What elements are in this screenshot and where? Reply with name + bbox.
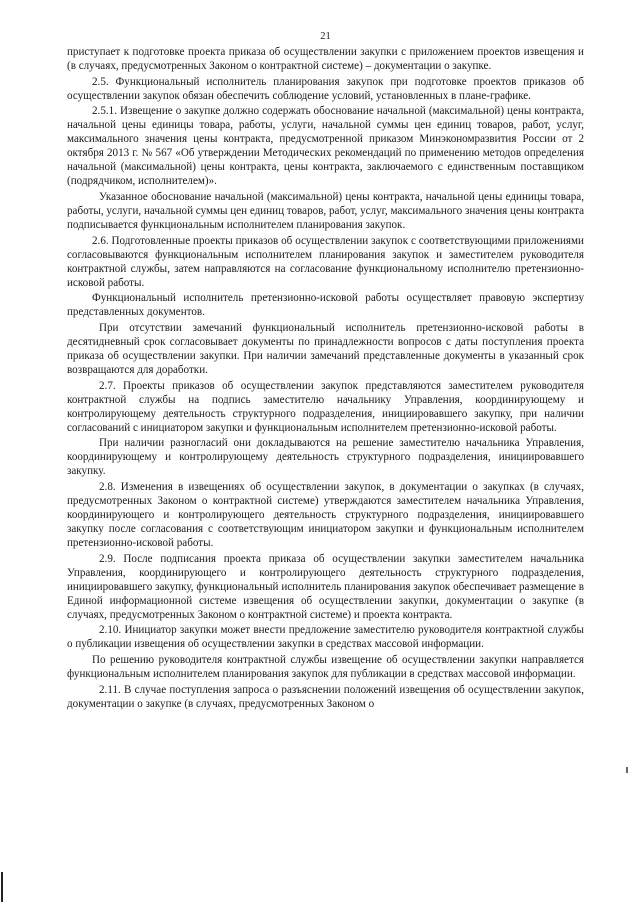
paragraph-media-publication: По решению руководителя контрактной службы извещение об осуществлении закупки направляется функциональным исполнителем планирования закупок для публикации в средствах массовой информации. xyxy=(67,653,584,681)
page-number: 21 xyxy=(320,31,331,42)
scan-speck xyxy=(626,767,628,773)
paragraph-continuation: приступает к подготовке проекта приказа об осуществлении закупки с приложением проектов извещения и (в случаях, предусмотренных Законом о контрактной системе) – документации о закупке. xyxy=(67,46,584,73)
paragraph-no-remarks: При отсутствии замечаний функциональный исполнитель претензионно-исковой работы в десятидневный срок согласовывает документы по принадлежности вопросов с даты поступления проекта приказа об осуществлении закупки. При наличии замечаний представленные документы в указанный срок возвращаются для доработки. xyxy=(67,321,584,377)
paragraph-justification-signing: Указанное обоснование начальной (максимальной) цены контракта, начальной цены единицы товара, работы, услуги, начальной суммы цен единиц товаров, работ, услуг, максимального значения цены контракта подписывается функциональным исполнителем планирования закупок. xyxy=(67,190,584,232)
paragraph-2-6: 2.6. Подготовленные проекты приказов об осуществлении закупок с соответствующими приложениями согласовываются функциональным исполнителем планирования закупок и заместителем руководителя контрактной службы, затем направляются на согласование функциональному исполнителю претензионно-исковой работы. xyxy=(67,234,584,289)
paragraph-legal-review: Функциональный исполнитель претензионно-исковой работы осуществляет правовую экспертизу представленных документов. xyxy=(67,292,584,319)
paragraph-2-9: 2.9. После подписания проекта приказа об осуществлении закупки заместителем начальника Управления, координирующего и контролирующего деятельность структурного подразделения, инициировавшего закупку, функциональный исполнитель планирования закупок обеспечивает размещение в Единой информационной системе извещения об осуществлении закупки, документации о закупке (в случаях, предусмотренных Законом о контрактной системе) и проекта контракта. xyxy=(67,552,584,621)
paragraph-2-7: 2.7. Проекты приказов об осуществлении закупок представляются заместителем руководителя контрактной службы на подпись заместителю начальнику Управления, координирующему и контролирующему деятельность структурного подразделения, инициировавшего закупку, при наличии согласований с инициатором закупки и функциональным исполнителем претензионно-исковой работы. xyxy=(67,379,584,434)
paragraph-disagreements: При наличии разногласий они докладываются на решение заместителю начальника Управления, координирующему и контролирующему деятельность структурного подразделения, инициировавшего закупку. xyxy=(67,437,584,478)
scan-edge-mark xyxy=(1,872,3,902)
paragraph-2-5-1: 2.5.1. Извещение о закупке должно содержать обоснование начальной (максимальной) цены контракта, начальной цены единицы товара, работы, услуги, начальной суммы цен единиц товаров, работ, услуг, максимального значения цены контракта, предусмотренной приказом Минэкономразвития России от 2 октября 2013 г. № 567 «Об утверждении Методических рекомендаций по применению методов определения начальной (максимальной) цены контракта, цены контракта, заключаемого с единственным поставщиком (подрядчиком, исполнителем)». xyxy=(67,105,584,188)
paragraph-2-10: 2.10. Инициатор закупки может внести предложение заместителю руководителя контрактной службы о публикации извещения об осуществлении закупки в средствах массовой информации. xyxy=(67,624,584,651)
paragraph-2-5: 2.5. Функциональный исполнитель планирования закупок при подготовке проектов приказов об осуществлении закупок обязан обеспечить соблюдение условий, установленных в плане-графике. xyxy=(67,75,584,102)
paragraph-2-8: 2.8. Изменения в извещениях об осуществлении закупок, в документации о закупках (в случаях, предусмотренных Законом о контрактной системе) утверждаются заместителем начальника Управления, координирующего и контролирующего деятельность структурного подразделения, инициировавшего закупку после согласования с соответствующим инициатором закупки и функциональным исполнителем претензионно-исковой работы. xyxy=(67,480,584,550)
paragraph-2-11: 2.11. В случае поступления запроса о разъяснении положений извещения об осуществлении закупок, документации о закупке (в случаях, предусмотренных Законом о xyxy=(67,683,584,710)
